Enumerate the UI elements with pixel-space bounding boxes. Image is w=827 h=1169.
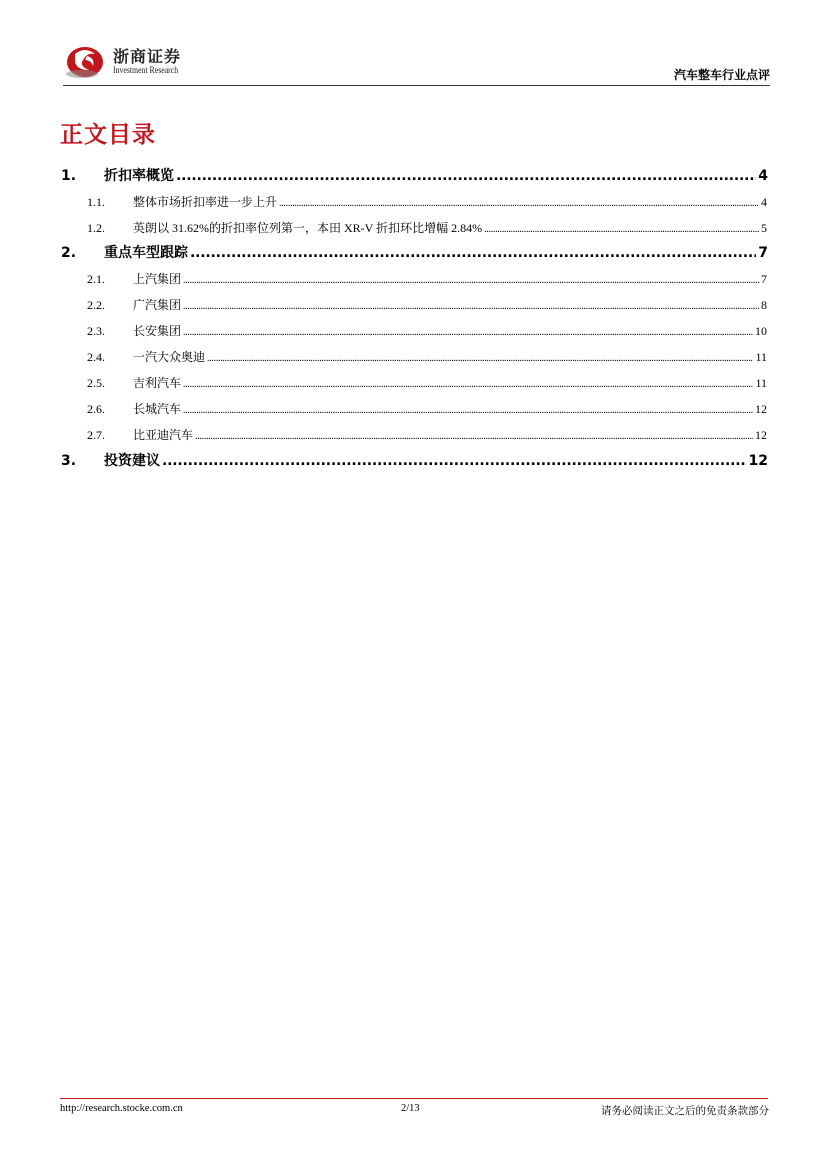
- toc-leader-dots: [183, 327, 753, 338]
- toc-entry-page: 12: [748, 453, 768, 469]
- footer-divider: [60, 1098, 768, 1099]
- toc-entry-number: 1.: [61, 168, 77, 184]
- toc-leader-dots: [162, 453, 747, 469]
- toc-entry-title: 长安集团: [133, 324, 182, 338]
- toc-entry-1-1[interactable]: [87, 193, 767, 210]
- toc-entry-number: 2.1.: [87, 272, 105, 286]
- toc-entry-title: 折扣率概览: [104, 168, 174, 184]
- toc-entry-page: 12: [755, 428, 767, 442]
- toc-entry-number: 2.7.: [87, 428, 105, 442]
- toc-entry-number: 2.2.: [87, 298, 105, 312]
- toc-entry-title: 一汽大众奥迪: [133, 350, 206, 364]
- toc-entry-title: 比亚迪汽车: [133, 428, 194, 442]
- toc-leader-dots: [207, 353, 753, 364]
- toc-entry-number: 2.5.: [87, 376, 105, 390]
- toc-entry-page: 4: [761, 195, 767, 209]
- toc-entry-2-5[interactable]: [87, 374, 767, 391]
- toc-entry-number: 2.3.: [87, 324, 105, 338]
- toc-entry-title: 上汽集团: [133, 272, 182, 286]
- toc-entry-page: 11: [755, 376, 767, 390]
- toc-entry-title: 整体市场折扣率进一步上升: [133, 195, 278, 209]
- toc-leader-dots: [183, 301, 759, 312]
- toc-entry-page: 7: [761, 272, 767, 286]
- toc-leader-dots: [484, 224, 759, 235]
- toc-entry-page: 12: [755, 402, 767, 416]
- zheshang-logo-icon: [65, 40, 105, 80]
- toc-leader-dots: [183, 275, 759, 286]
- toc-leader-dots: [183, 405, 753, 416]
- toc-entry-number: 2.: [61, 245, 77, 261]
- logo-chinese-text: 浙商证券: [113, 47, 182, 66]
- toc-leader-dots: [176, 168, 756, 184]
- toc-leader-dots: [190, 245, 756, 261]
- footer-disclaimer: 请务必阅读正文之后的免责条款部分: [601, 1106, 769, 1117]
- toc-entry-page: 8: [761, 298, 767, 312]
- toc-entry-3[interactable]: [61, 450, 768, 470]
- toc-entry-2-4[interactable]: [87, 348, 767, 365]
- toc-leader-dots: [195, 431, 753, 442]
- toc-entry-page: 10: [755, 324, 767, 338]
- toc-leader-dots: [279, 198, 759, 209]
- toc-entry-number: 1.1.: [87, 195, 105, 209]
- logo-english-text: Investment Research: [113, 66, 179, 76]
- toc-entry-2-6[interactable]: [87, 400, 767, 417]
- toc-entry-number: 2.4.: [87, 350, 105, 364]
- toc-entry-2-1[interactable]: [87, 270, 767, 287]
- page-header: [63, 38, 770, 88]
- toc-entry-1[interactable]: [61, 165, 768, 185]
- toc-entry-title: 长城汽车: [133, 402, 182, 416]
- toc-entry-1-2[interactable]: [87, 219, 767, 236]
- toc-entry-2-7[interactable]: [87, 426, 767, 443]
- company-logo: [65, 40, 185, 80]
- toc-entry-2-2[interactable]: [87, 296, 767, 313]
- footer-page-number: 2/13: [401, 1103, 420, 1114]
- toc-entry-number: 1.2.: [87, 221, 105, 235]
- toc-entry-2[interactable]: [61, 242, 768, 262]
- toc-entry-page: 5: [761, 221, 767, 235]
- toc-entry-title: 吉利汽车: [133, 376, 182, 390]
- toc-entry-number: 2.6.: [87, 402, 105, 416]
- toc-entry-title: 重点车型跟踪: [104, 245, 188, 261]
- toc-entry-page: 11: [755, 350, 767, 364]
- toc-entry-title: 广汽集团: [133, 298, 182, 312]
- toc-entry-page: 7: [758, 245, 768, 261]
- header-divider: [63, 85, 770, 86]
- toc-entry-title: 投资建议: [104, 453, 160, 469]
- footer-url-link[interactable]: http://research.stocke.com.cn: [60, 1103, 183, 1114]
- toc-leader-dots: [183, 379, 753, 390]
- toc-entry-number: 3.: [61, 453, 77, 469]
- toc-entry-title: 英朗以 31.62%的折扣率位列第一，本田 XR-V 折扣环比增幅 2.84%: [133, 221, 483, 235]
- report-category-title: 汽车整车行业点评: [673, 68, 770, 82]
- toc-entry-page: 4: [758, 168, 768, 184]
- toc-entry-2-3[interactable]: [87, 322, 767, 339]
- toc-heading: 正文目录: [60, 122, 156, 148]
